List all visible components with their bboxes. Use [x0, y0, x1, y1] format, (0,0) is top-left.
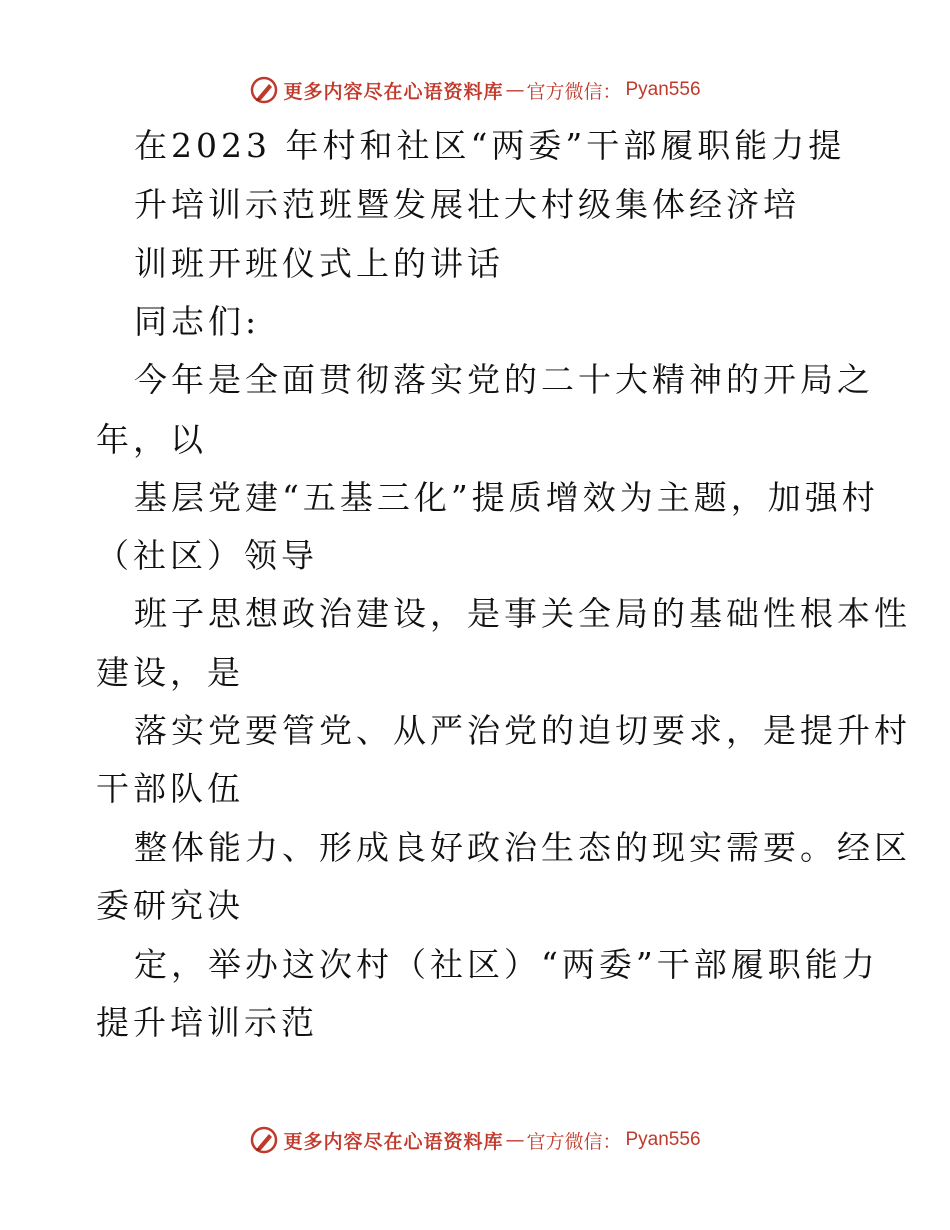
paragraph-line: 今年是全面贯彻落实党的二十大精神的开局之: [134, 360, 874, 399]
paragraph-line: （社区）领导: [96, 536, 318, 575]
paragraph-line: 干部队伍: [96, 769, 244, 808]
paragraph-line: 年，以: [96, 420, 207, 459]
paragraph-line: 基层党建“五基三化”提质增效为主题，加强村: [134, 478, 879, 517]
banner-separator: —: [505, 79, 525, 101]
paragraph-line: 委研究决: [96, 886, 244, 925]
banner-text: 更多内容尽在心语资料库: [283, 1130, 504, 1153]
pen-logo-icon: [249, 1125, 279, 1155]
salutation: 同志们:: [134, 302, 261, 341]
paragraph-line: 班子思想政治建设，是事关全局的基础性根本性: [134, 594, 911, 633]
title-line-3: 训班开班仪式上的讲话: [134, 244, 504, 283]
paragraph-line: 整体能力、形成良好政治生态的现实需要。经区: [134, 828, 911, 867]
wechat-id: Pyan556: [625, 1129, 701, 1150]
footer-banner: [0, 1120, 950, 1160]
header-banner: [0, 70, 950, 110]
paragraph-line: 定，举办这次村（社区）“两委”干部履职能力: [134, 945, 879, 984]
paragraph-line: 落实党要管党、从严治党的迫切要求，是提升村: [134, 711, 911, 750]
title-line-2: 升培训示范班暨发展壮大村级集体经济培: [134, 185, 800, 224]
title-line-1: 在2023 年村和社区“两委”干部履职能力提: [134, 126, 846, 165]
wechat-label: 官方微信：: [526, 80, 622, 103]
wechat-id: Pyan556: [625, 79, 701, 100]
pen-logo-icon: [249, 75, 279, 105]
wechat-label: 官方微信：: [526, 1130, 622, 1153]
paragraph-line: 建设，是: [96, 653, 244, 692]
paragraph-line: 提升培训示范: [96, 1003, 318, 1042]
banner-text: 更多内容尽在心语资料库: [283, 80, 504, 103]
banner-separator: —: [505, 1129, 525, 1151]
